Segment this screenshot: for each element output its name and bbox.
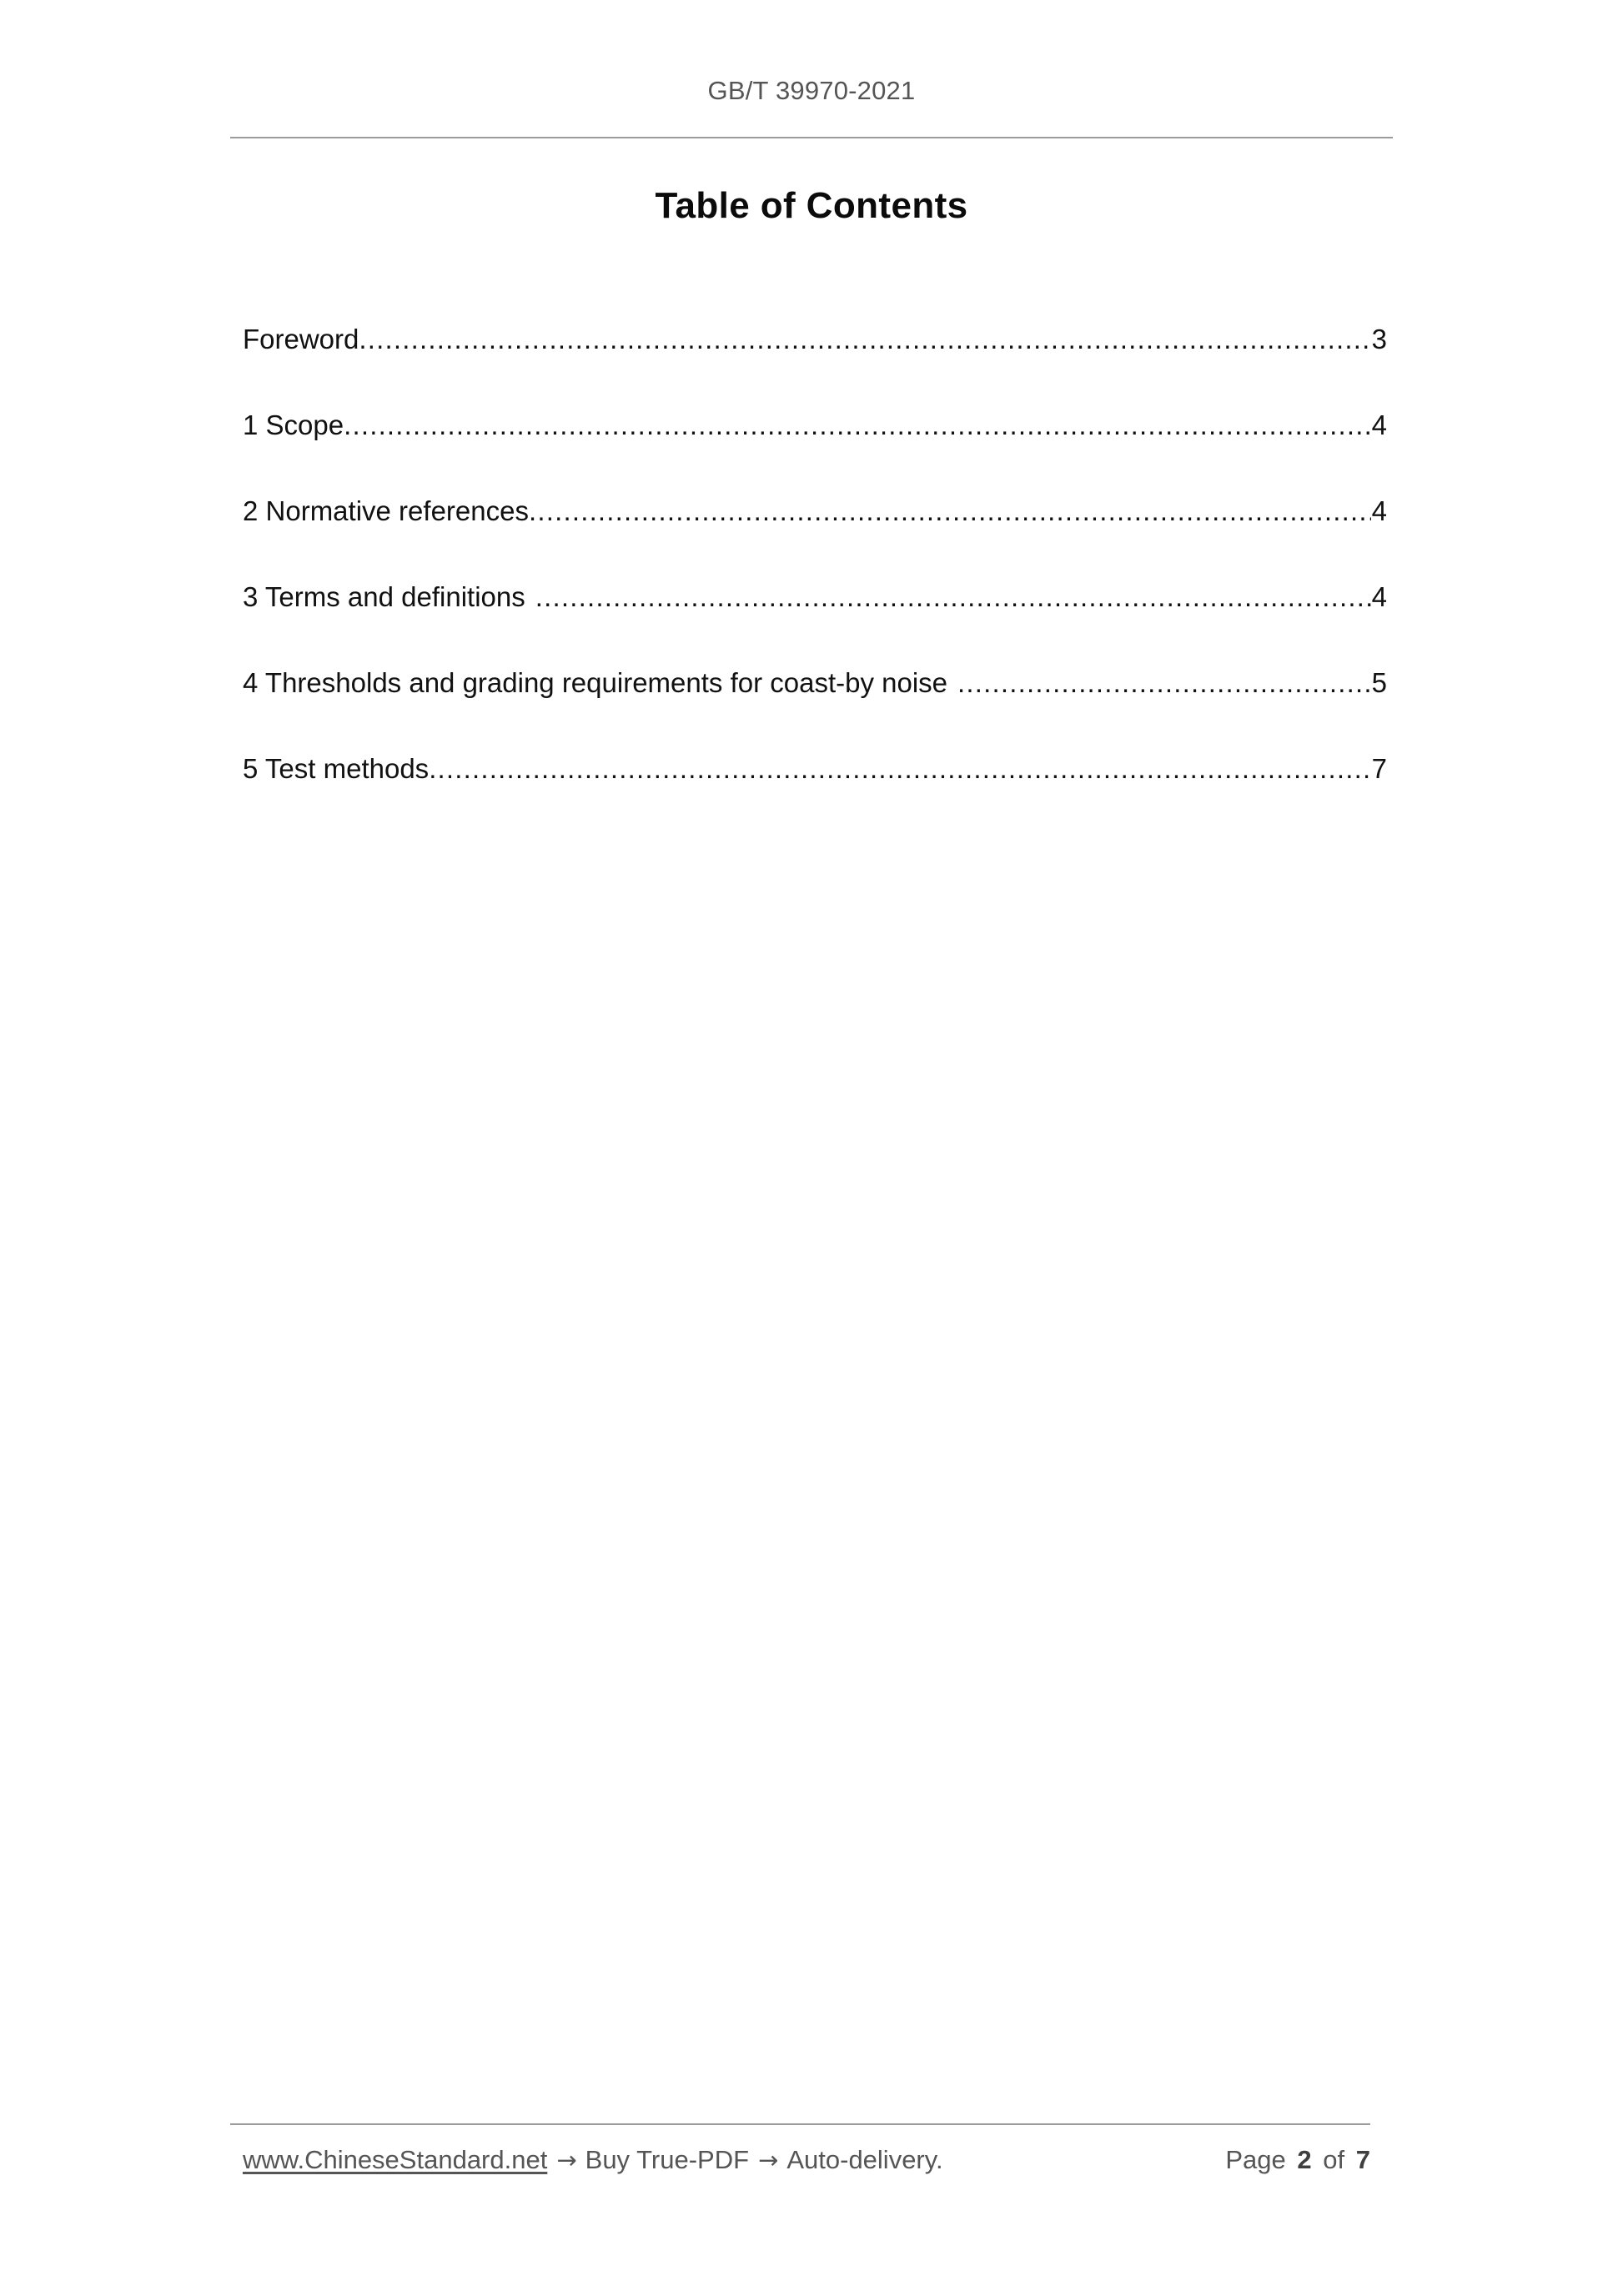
toc-entry-label: Foreword bbox=[243, 324, 359, 354]
footer-divider bbox=[230, 2123, 1370, 2125]
arrow-right-icon: → bbox=[556, 2146, 577, 2174]
toc-entry-label: 2 Normative references bbox=[243, 495, 529, 526]
toc-entry[interactable] bbox=[243, 495, 1387, 581]
header-divider bbox=[230, 137, 1393, 138]
page-indicator bbox=[1224, 2145, 1393, 2175]
page-label: Page bbox=[1225, 2145, 1286, 2174]
promo-text-auto-delivery: Auto-delivery. bbox=[786, 2145, 943, 2174]
total-page-number: 7 bbox=[1355, 2145, 1370, 2174]
toc-entry-page-number: 5 bbox=[1371, 667, 1387, 698]
website-link[interactable]: www.ChineseStandard.net bbox=[243, 2145, 548, 2174]
promo-text-buy-true-pdf: Buy True-PDF bbox=[585, 2145, 750, 2174]
footer-promo-line bbox=[243, 2145, 943, 2175]
toc-dot-leader bbox=[529, 495, 1371, 527]
toc-entry-page-number: 4 bbox=[1371, 581, 1387, 612]
current-page-number: 2 bbox=[1297, 2145, 1312, 2174]
toc-entry-page-number: 3 bbox=[1371, 324, 1387, 354]
running-header bbox=[230, 77, 1393, 105]
toc-entry[interactable] bbox=[243, 667, 1387, 753]
toc-dot-leader bbox=[957, 667, 1371, 699]
toc-dot-leader bbox=[344, 409, 1371, 441]
page-title: Table of Contents bbox=[655, 185, 968, 226]
toc-dot-leader bbox=[359, 324, 1370, 355]
toc-entry-page-number: 4 bbox=[1371, 495, 1387, 526]
standard-code-text: GB/T 39970-2021 bbox=[707, 76, 916, 105]
toc-entry-label: 5 Test methods bbox=[243, 753, 430, 784]
page-footer bbox=[243, 2145, 1393, 2192]
table-of-contents bbox=[243, 324, 1387, 839]
toc-entry-label: 1 Scope bbox=[243, 409, 344, 440]
arrow-right-icon-2: → bbox=[758, 2146, 779, 2174]
toc-entry-page-number: 4 bbox=[1371, 409, 1387, 440]
toc-dot-leader bbox=[535, 581, 1371, 613]
toc-entry-label: 3 Terms and definitions bbox=[243, 581, 525, 612]
toc-entry[interactable] bbox=[243, 409, 1387, 495]
toc-entry-label: 4 Thresholds and grading requirements for coast-by noise bbox=[243, 667, 948, 698]
toc-entry-page-number: 7 bbox=[1371, 753, 1387, 784]
toc-entry[interactable] bbox=[243, 753, 1387, 839]
toc-entry[interactable] bbox=[243, 581, 1387, 667]
toc-dot-leader bbox=[429, 753, 1370, 785]
toc-entry[interactable] bbox=[243, 324, 1387, 409]
page-of-label: of bbox=[1323, 2145, 1345, 2174]
